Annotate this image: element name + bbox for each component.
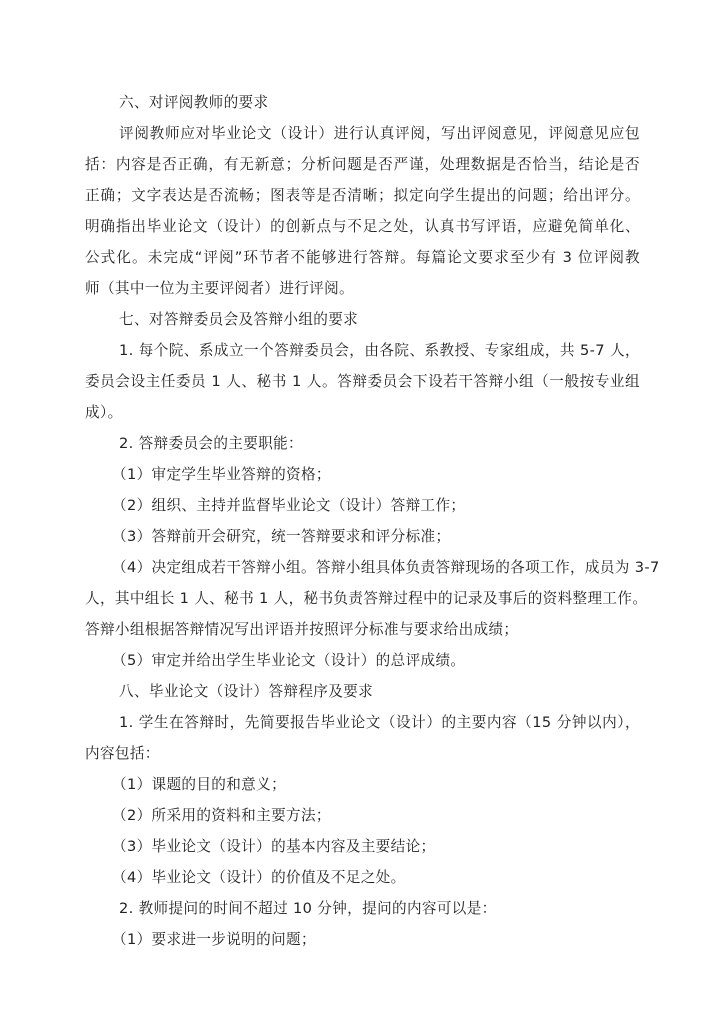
paragraph-line: 2. 教师提问的时间不超过 10 分钟，提问的内容可以是： (119, 900, 497, 917)
list-item: （5）审定并给出学生毕业论文（设计）的总评成绩。 (112, 652, 466, 669)
paragraph-line: 师（其中一位为主要评阅者）进行评阅。 (85, 280, 354, 297)
paragraph-line: 正确；文字表达是否流畅；图表等是否清晰；拟定向学生提出的问题；给出评分。 (85, 187, 640, 204)
list-item: （3）答辩前开会研究，统一答辩要求和评分标准； (112, 528, 451, 545)
list-item: （2）所采用的资料和主要方法； (112, 807, 331, 824)
list-item: （4）决定组成若干答辩小组。答辩小组具体负责答辩现场的各项工作，成员为 3-7 (112, 559, 660, 576)
paragraph-line: 评阅教师应对毕业论文（设计）进行认真评阅，写出评阅意见，评阅意见应包 (119, 125, 640, 142)
section-heading-7: 七、对答辩委员会及答辩小组的要求 (119, 311, 359, 328)
paragraph-line: 委员会设主任委员 1 人、秘书 1 人。答辩委员会下设若干答辩小组（一般按专业组 (85, 373, 640, 390)
paragraph-line: 1. 学生在答辩时，先简要报告毕业论文（设计）的主要内容（15 分钟以内）， (119, 714, 640, 731)
list-item: （2）组织、主持并监督毕业论文（设计）答辩工作； (112, 497, 466, 514)
paragraph-line: 2. 答辩委员会的主要职能： (119, 435, 303, 452)
paragraph-line: 答辩小组根据答辩情况写出评语并按照评分标准与要求给出成绩； (85, 621, 519, 638)
paragraph-line: 公式化。未完成“评阅”环节者不能够进行答辩。每篇论文要求至少有 3 位评阅教 (85, 249, 640, 266)
paragraph-line: 明确指出毕业论文（设计）的创新点与不足之处，认真书写评语，应避免简单化、 (85, 218, 640, 235)
list-item: （1）课题的目的和意义； (112, 776, 287, 793)
paragraph-line: 成）。 (85, 404, 123, 421)
paragraph-line: 括：内容是否正确，有无新意；分析问题是否严谨，处理数据是否恰当，结论是否 (85, 156, 640, 173)
section-heading-8: 八、毕业论文（设计）答辩程序及要求 (119, 683, 374, 700)
paragraph-line: 1. 每个院、系成立一个答辩委员会，由各院、系教授、专家组成，共 5-7 人， (119, 342, 640, 359)
list-item: （3）毕业论文（设计）的基本内容及主要结论； (112, 838, 436, 855)
paragraph-line: 人，其中组长 1 人、秘书 1 人，秘书负责答辩过程中的记录及事后的资料整理工作。 (85, 590, 648, 607)
list-item: （4）毕业论文（设计）的价值及不足之处。 (112, 869, 406, 886)
paragraph-line: 内容包括： (85, 745, 160, 762)
list-item: （1）要求进一步说明的问题； (112, 931, 316, 948)
section-heading-6: 六、对评阅教师的要求 (119, 94, 269, 111)
list-item: （1）审定学生毕业答辩的资格； (112, 466, 331, 483)
